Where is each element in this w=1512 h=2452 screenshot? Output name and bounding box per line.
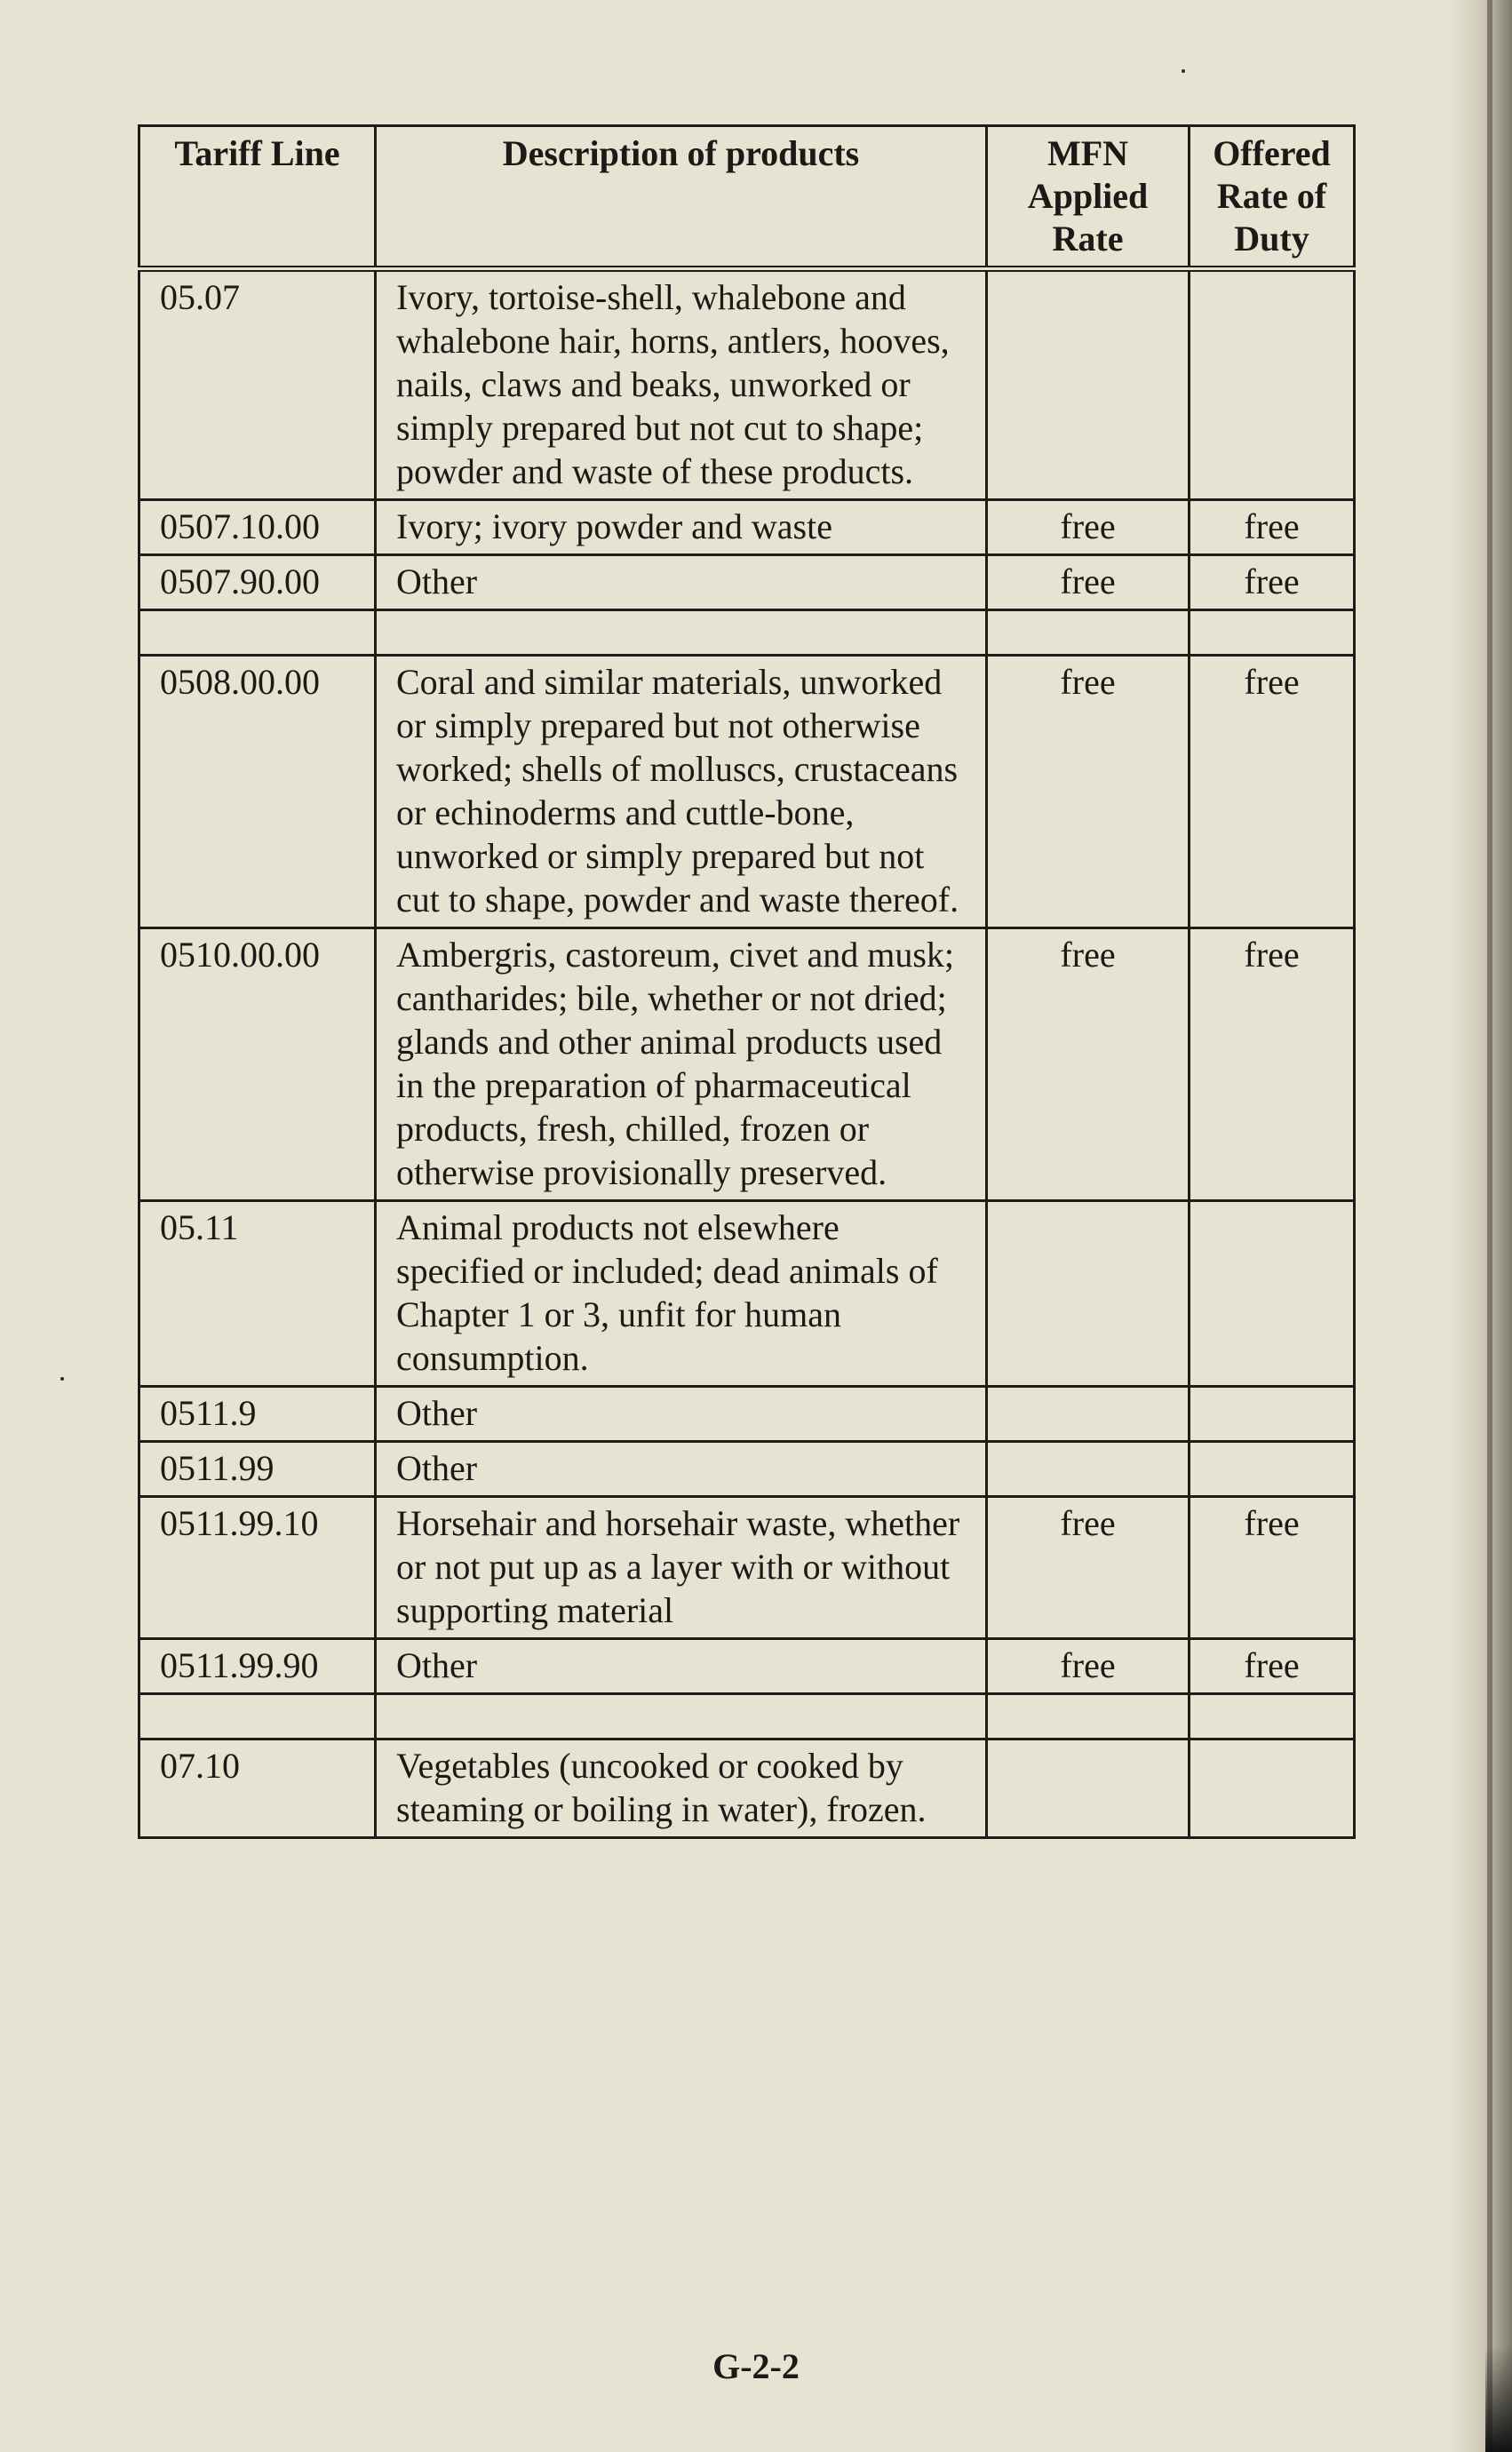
tariff-code: 0511.99.10 <box>139 1497 376 1639</box>
product-description: Other <box>376 1442 987 1497</box>
offered-rate: free <box>1190 555 1355 610</box>
table-row <box>139 1442 1355 1497</box>
product-description: Ambergris, castoreum, civet and musk; cantharides; bile, whether or not dried; glands and other animal products used in the preparation of pharmaceutical products, fresh, chilled, frozen or otherwise provisionally preserved. <box>376 928 987 1201</box>
tariff-code: 0510.00.00 <box>139 928 376 1201</box>
table-row <box>139 1639 1355 1694</box>
paper-speck <box>60 1377 64 1381</box>
mfn-rate: free <box>987 928 1190 1201</box>
tariff-code: 0507.90.00 <box>139 555 376 610</box>
mfn-rate: free <box>987 656 1190 928</box>
table-row <box>139 269 1355 500</box>
product-description: Other <box>376 1387 987 1442</box>
offered-rate <box>1190 1694 1355 1739</box>
mfn-rate: free <box>987 1639 1190 1694</box>
table-header-row <box>139 126 1355 269</box>
offered-rate: free <box>1190 656 1355 928</box>
page-edge <box>1487 0 1492 2452</box>
table-row <box>139 555 1355 610</box>
tariff-code <box>139 610 376 656</box>
product-description: Other <box>376 555 987 610</box>
mfn-rate: free <box>987 1497 1190 1639</box>
tariff-code: 05.11 <box>139 1201 376 1387</box>
page-binding-shadow <box>1450 0 1512 2452</box>
tariff-code: 0511.9 <box>139 1387 376 1442</box>
tariff-table <box>138 124 1356 1839</box>
tariff-code: 05.07 <box>139 269 376 500</box>
product-description: Vegetables (uncooked or cooked by steaming or boiling in water), frozen. <box>376 1739 987 1838</box>
mfn-rate <box>987 610 1190 656</box>
table-row <box>139 500 1355 555</box>
tariff-code: 07.10 <box>139 1739 376 1838</box>
table-row <box>139 1201 1355 1387</box>
page-number: G-2-2 <box>712 2346 800 2386</box>
paper-speck <box>1182 69 1185 73</box>
mfn-rate <box>987 1201 1190 1387</box>
offered-rate: free <box>1190 1497 1355 1639</box>
mfn-rate: free <box>987 555 1190 610</box>
mfn-rate <box>987 1739 1190 1838</box>
mfn-rate <box>987 1442 1190 1497</box>
header-tariff-line: Tariff Line <box>139 126 376 269</box>
tariff-code <box>139 1694 376 1739</box>
table-row-empty <box>139 1694 1355 1739</box>
offered-rate: free <box>1190 1639 1355 1694</box>
product-description: Coral and similar materials, unworked or simply prepared but not otherwise worked; shells of molluscs, crustaceans or echinoderms and cuttle-bone, unworked or simply prepared but not cut to shape, powder and waste thereof. <box>376 656 987 928</box>
tariff-code: 0507.10.00 <box>139 500 376 555</box>
header-mfn-rate: MFN Applied Rate <box>987 126 1190 269</box>
tariff-code: 0511.99 <box>139 1442 376 1497</box>
offered-rate <box>1190 269 1355 500</box>
table-row <box>139 1387 1355 1442</box>
offered-rate <box>1190 1387 1355 1442</box>
tariff-code: 0508.00.00 <box>139 656 376 928</box>
product-description: Other <box>376 1639 987 1694</box>
product-description: Animal products not elsewhere specified or included; dead animals of Chapter 1 or 3, unfit for human consumption. <box>376 1201 987 1387</box>
product-description: Ivory, tortoise-shell, whalebone and whalebone hair, horns, antlers, hooves, nails, claws and beaks, unworked or simply prepared but not cut to shape; powder and waste of these products. <box>376 269 987 500</box>
table-row <box>139 928 1355 1201</box>
offered-rate: free <box>1190 500 1355 555</box>
mfn-rate <box>987 269 1190 500</box>
table-row <box>139 1739 1355 1838</box>
offered-rate <box>1190 610 1355 656</box>
mfn-rate <box>987 1387 1190 1442</box>
product-description: Horsehair and horsehair waste, whether or not put up as a layer with or without supporting material <box>376 1497 987 1639</box>
offered-rate: free <box>1190 928 1355 1201</box>
offered-rate <box>1190 1739 1355 1838</box>
table-row-empty <box>139 610 1355 656</box>
header-description: Description of products <box>376 126 987 269</box>
offered-rate <box>1190 1442 1355 1497</box>
mfn-rate <box>987 1694 1190 1739</box>
product-description: Ivory; ivory powder and waste <box>376 500 987 555</box>
mfn-rate: free <box>987 500 1190 555</box>
table-row <box>139 656 1355 928</box>
tariff-code: 0511.99.90 <box>139 1639 376 1694</box>
table-row <box>139 1497 1355 1639</box>
offered-rate <box>1190 1201 1355 1387</box>
product-description <box>376 1694 987 1739</box>
product-description <box>376 610 987 656</box>
header-offered-rate: Offered Rate of Duty <box>1190 126 1355 269</box>
